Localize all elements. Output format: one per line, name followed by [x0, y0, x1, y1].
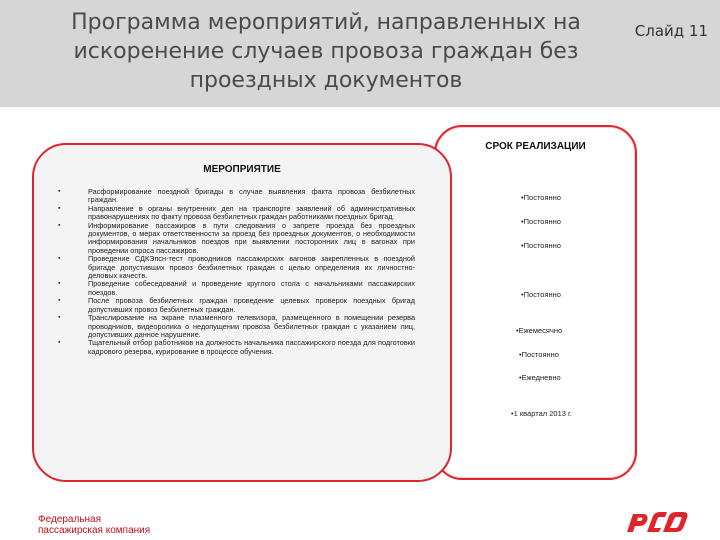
term-item: •Ежедневно [519, 373, 561, 382]
bullet-icon: ▪ [58, 314, 61, 322]
list-item: ▪ Транслирование на экране плазменного телевизора, размещенного в помещении резерва проводников, видеоролика о недопущении провоза безбилетных граждан с указанием лиц, допустивших данное нарушение. [58, 313, 415, 339]
list-item: ▪ Проведение СДКЭпсн-тест проводников пассажирских вагонов закрепленных в поездной бригаде допустивших провоз безбилетных граждан с целью определения их личностно-деловых качеств. [58, 254, 415, 281]
bullet-icon: ▪ [58, 280, 61, 288]
measures-heading: МЕРОПРИЯТИЕ [203, 164, 281, 175]
bullet-icon: ▪ [58, 204, 61, 212]
measures-panel [32, 143, 452, 482]
slide-number: Слайд 11 [634, 22, 708, 40]
list-item: ▪ Расформирование поездной бригады в случае выявления факта провоза безбилетных граждан. [58, 187, 415, 205]
slide-header [0, 0, 720, 107]
list-item: ▪ После провоза безбилетных граждан проведение целевых проверок поездных бригад допустивших провоз безбилетных граждан. [58, 296, 415, 314]
list-item: ▪ Тщательный отбор работников на должность начальника пассажирского поезда для подготовки кадрового резерва, курирование в процессе обучения. [58, 338, 415, 356]
terms-panel [434, 125, 637, 480]
term-item: •Постоянно [521, 217, 561, 226]
terms-heading: СРОК РЕАЛИЗАЦИИ [485, 141, 586, 152]
term-item: •1 квартал 2013 г. [511, 409, 572, 418]
term-item: •Постоянно [521, 241, 561, 250]
bullet-icon: ▪ [58, 188, 61, 195]
term-item: •Постоянно [521, 193, 561, 202]
slide-title: Программа мероприятий, направленных на искоренение случаев провоза граждан без проездных документов [71, 10, 581, 93]
bullet-icon: ▪ [58, 297, 61, 305]
rzd-logo-icon [623, 506, 693, 536]
list-item: ▪ Направление в органы внутренних дел на транспорте заявлений об административных правонарушениях по факту провоза безбилетных граждан работниками поездных бригад. [58, 203, 415, 222]
term-item: •Постоянно [519, 350, 559, 359]
measures-list [58, 188, 415, 356]
list-item: ▪ Проведение собеседований и проведение круглого стола с начальниками пассажирских поездов. [58, 279, 415, 297]
term-item: •Постоянно [521, 290, 561, 299]
bullet-icon: ▪ [58, 221, 61, 229]
bullet-icon: ▪ [58, 339, 61, 347]
company-name: Федеральная пассажирская компания [38, 514, 151, 536]
list-item: ▪ Информирование пассажиров в пути следования о запрете проезда без проездных документов, о мерах ответственности за проезд без проездных документов, о необходимости информирования начальников поездов при выявлении посторонних лиц в вагонах при проведении опроса пассажиров. [58, 220, 415, 255]
term-item: •Ежемесячно [516, 326, 563, 335]
bullet-icon: ▪ [58, 255, 61, 263]
